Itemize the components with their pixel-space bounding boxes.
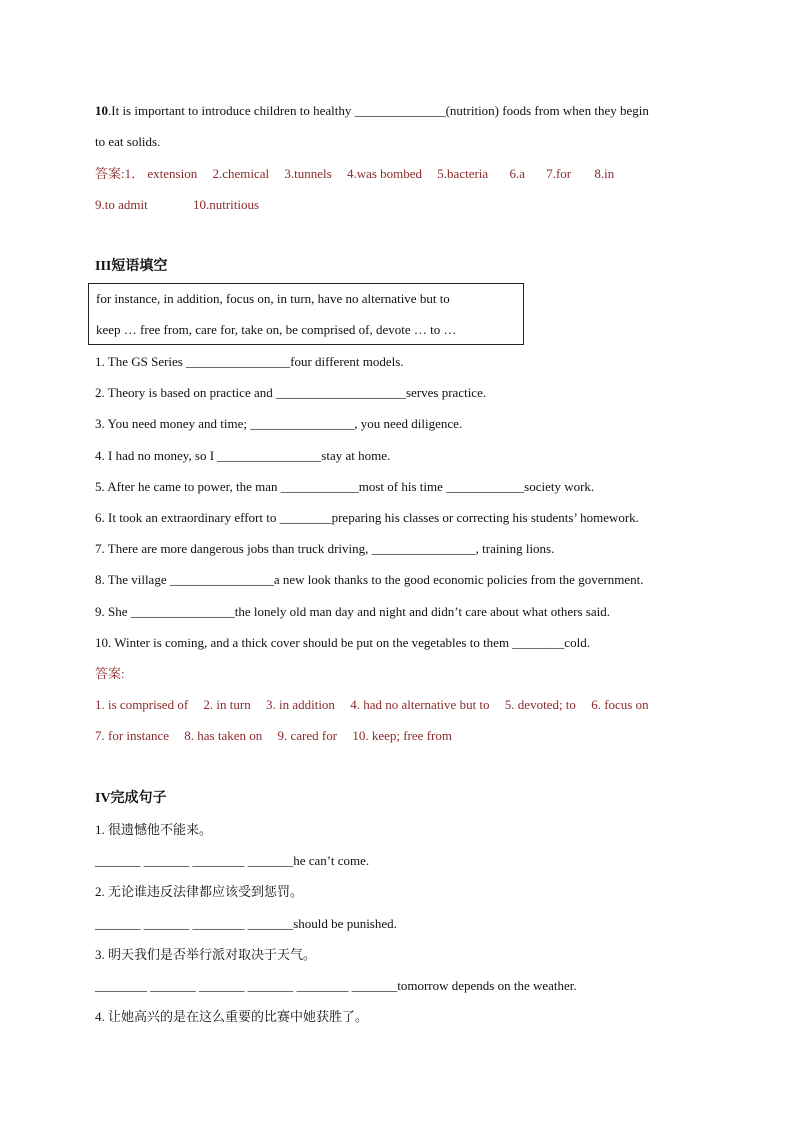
answer-item: 1． extension [124, 166, 198, 181]
question-item: 2. Theory is based on practice and ____________________serves practice. [95, 385, 487, 400]
question-item: 6. It took an extraordinary effort to ________preparing his classes or correcting his students’ homework. [95, 510, 639, 525]
answers-row-2 [95, 728, 452, 744]
section-heading: III短语填空 [95, 259, 168, 274]
chinese-prompt: 3. 明天我们是否举行派对取决于天气。 [95, 947, 317, 962]
answer-item: 1. is comprised of [95, 697, 189, 712]
question-10-continued: to eat solids. [95, 134, 161, 149]
answer-item: 5. devoted; to [504, 697, 576, 712]
answer-item: 10. keep; free from [352, 728, 452, 743]
question-item: 3. You need money and time; ________________, you need diligence. [95, 416, 463, 431]
translation-blanks: _______ _______ ________ _______should be punished. [95, 916, 397, 931]
answer-item: 3. in addition [265, 697, 335, 712]
answer-item: 4. had no alternative but to [350, 697, 490, 712]
answers-row-1 [95, 166, 614, 182]
answer-item: 2. in turn [203, 697, 251, 712]
answer-item: 4.was bombed [346, 166, 423, 181]
translation-blanks: _______ _______ ________ _______he can’t come. [95, 853, 370, 868]
answer-item: 7.for [546, 166, 572, 181]
answer-item: 9. cared for [277, 728, 338, 743]
phrase-bank-box [88, 283, 524, 345]
answers-row-2 [95, 197, 259, 213]
question-item: 7. There are more dangerous jobs than truck driving, ________________, training lions. [95, 541, 555, 556]
answer-item: 9.to admit [95, 197, 148, 212]
answer-item: 7. for instance [95, 728, 170, 743]
answer-item: 8.in [594, 166, 615, 181]
question-10 [95, 103, 649, 119]
answer-item: 8. has taken on [184, 728, 263, 743]
answer-item: 5.bacteria [437, 166, 489, 181]
question-item: 1. The GS Series ________________four different models. [95, 354, 404, 369]
answers-row-1 [95, 697, 649, 713]
answer-label: 答案: [95, 166, 125, 181]
phrase-bank-line: keep … free from, care for, take on, be comprised of, devote … to … [96, 322, 457, 337]
question-number: 10 [95, 103, 108, 118]
chinese-prompt: 1. 很遗憾他不能来。 [95, 822, 213, 837]
question-item: 8. The village ________________a new look thanks to the good economic policies from the government. [95, 572, 644, 587]
phrase-bank-line: for instance, in addition, focus on, in turn, have no alternative but to [96, 291, 450, 306]
question-item: 9. She ________________the lonely old man day and night and didn’t care about what others said. [95, 604, 610, 619]
question-item: 10. Winter is coming, and a thick cover should be put on the vegetables to them ________cold. [95, 635, 590, 650]
chinese-prompt: 4. 让她高兴的是在这么重要的比赛中她获胜了。 [95, 1009, 369, 1024]
answer-item: 2.chemical [212, 166, 270, 181]
question-item: 4. I had no money, so I ________________stay at home. [95, 448, 391, 463]
answer-label: 答案: [95, 666, 125, 681]
section-heading: IV完成句子 [95, 791, 167, 806]
answer-item: 10.nutritious [192, 197, 260, 212]
chinese-prompt: 2. 无论谁违反法律都应该受到惩罚。 [95, 884, 304, 899]
translation-blanks: ________ _______ _______ _______ ________ _______tomorrow depends on the weather. [95, 978, 577, 993]
answer-item: 6.a [509, 166, 525, 181]
question-item: 5. After he came to power, the man ____________most of his time ____________society work. [95, 479, 595, 494]
answer-item: 3.tunnels [284, 166, 332, 181]
question-text: .It is important to introduce children to healthy ______________(nutrition) foods from when they begin [108, 103, 649, 118]
answer-item: 6. focus on [591, 697, 649, 712]
